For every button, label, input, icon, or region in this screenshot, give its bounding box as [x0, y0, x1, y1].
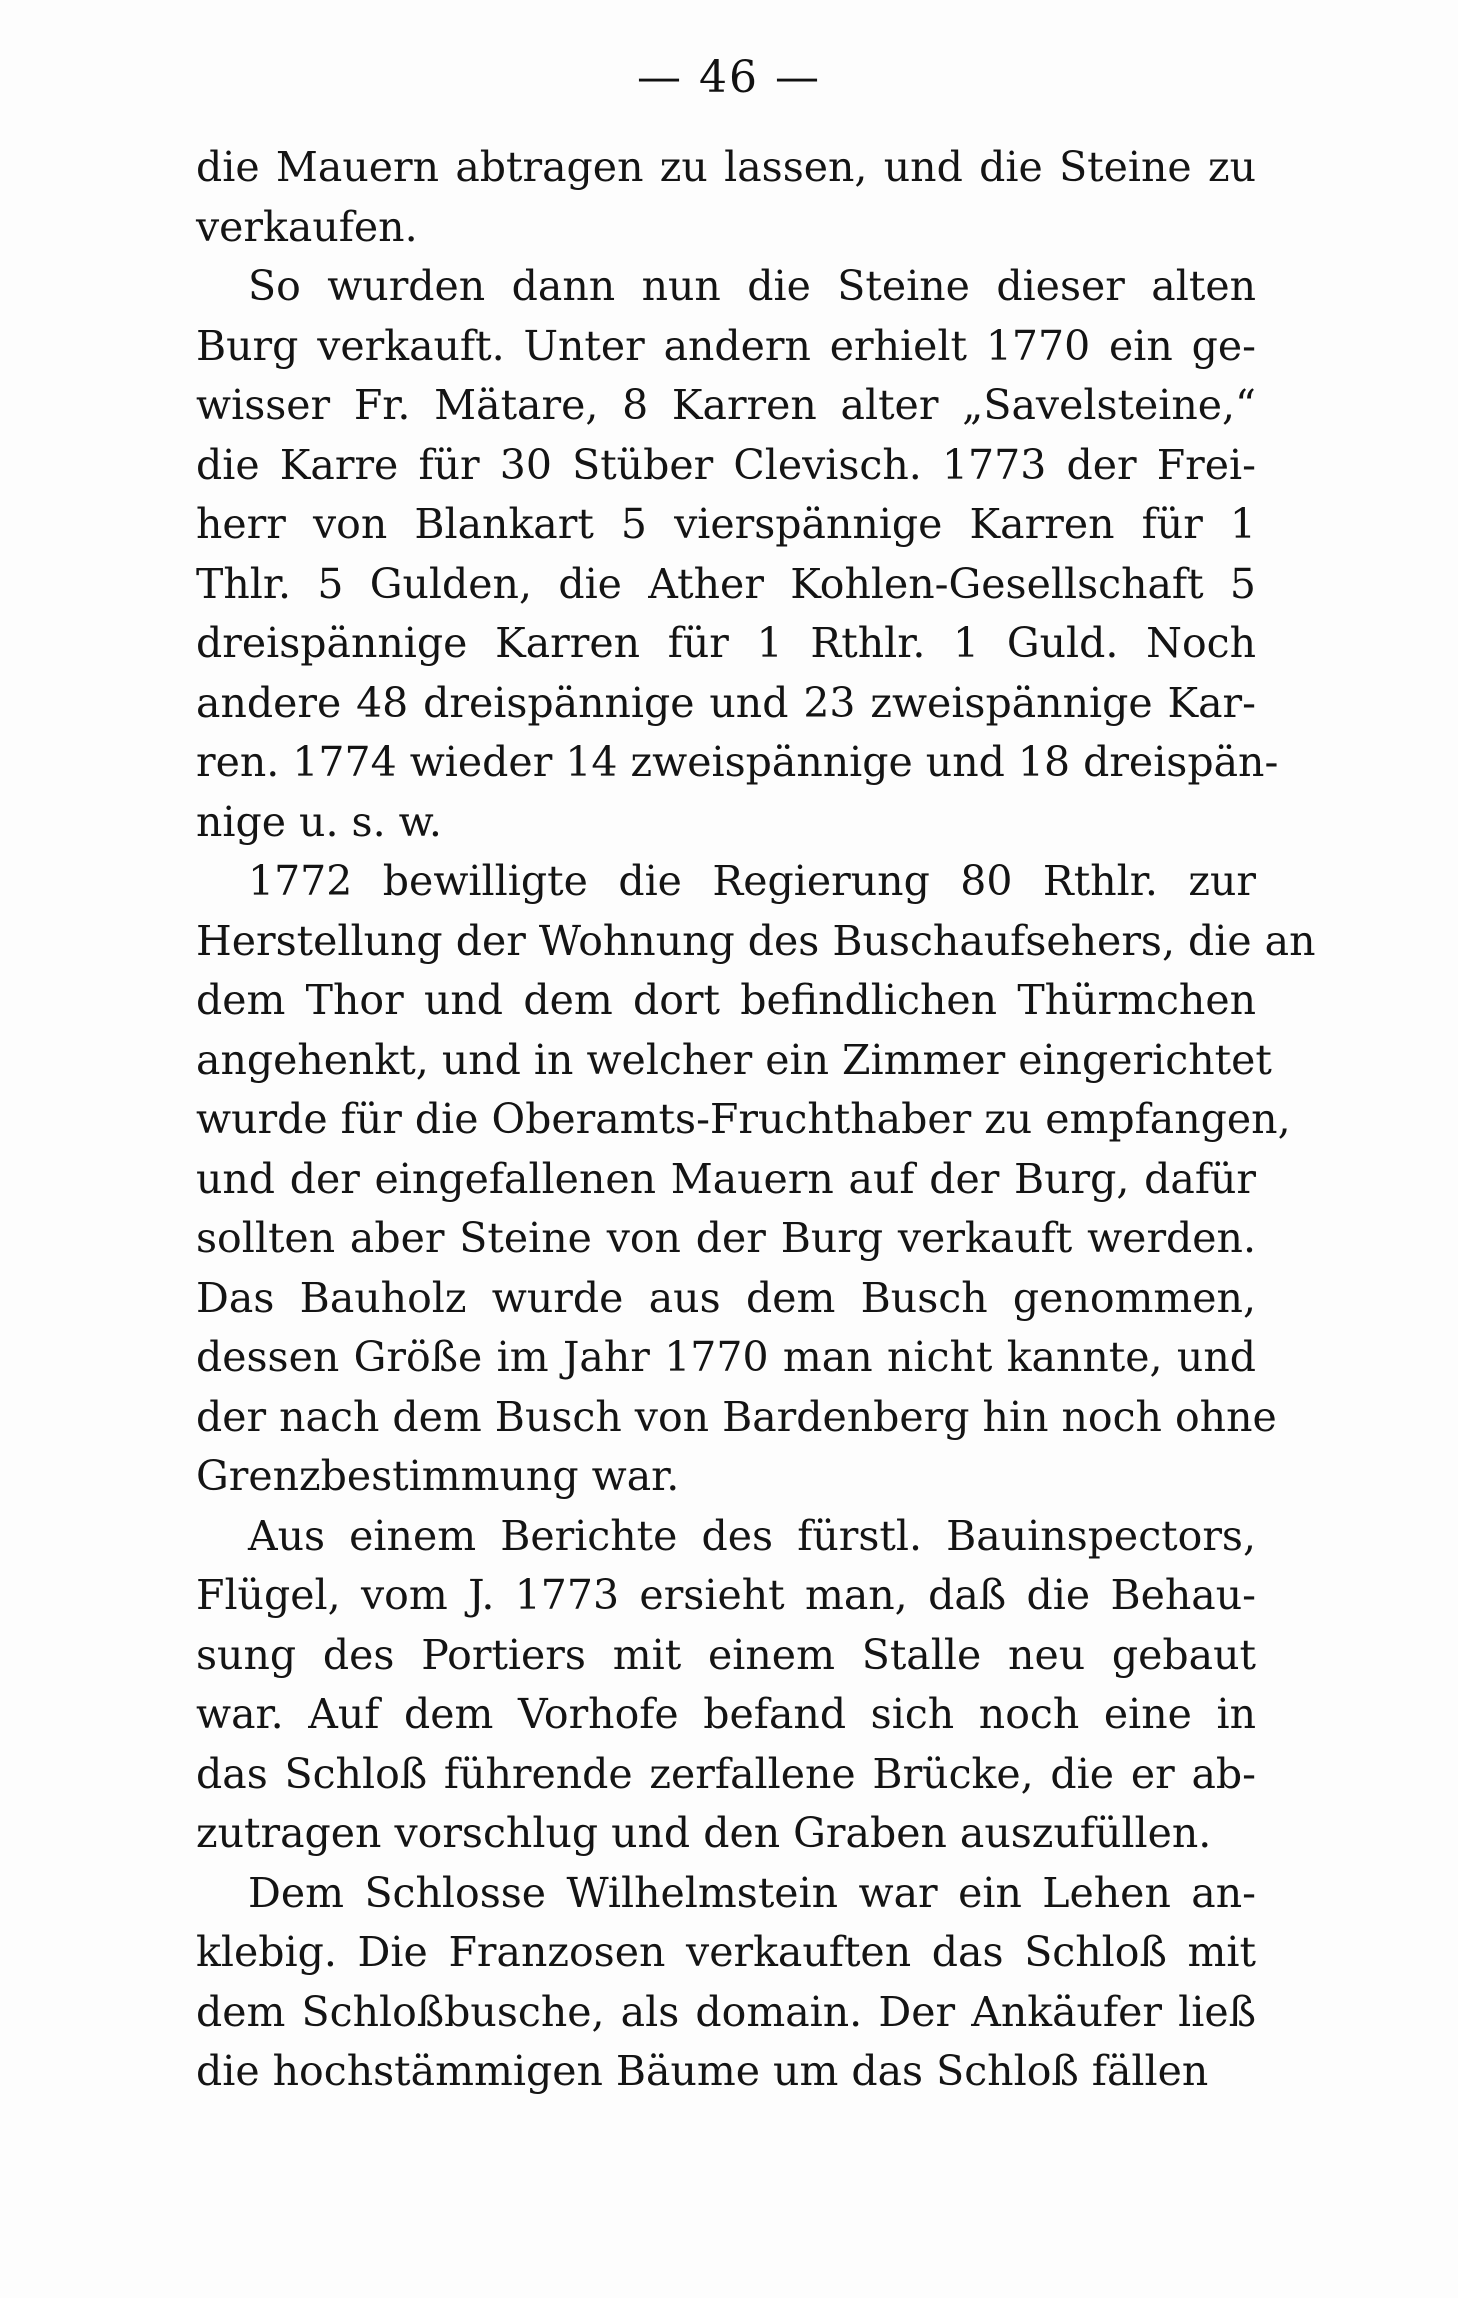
text-line: wisser Fr. Mätare, 8 Karren alter „Savelsteine,“ [196, 381, 1256, 429]
text-line: zutragen vorschlug und den Graben auszufüllen. [196, 1809, 1212, 1857]
text-line: Dem Schlosse Wilhelmstein war ein Lehen an- [248, 1868, 1256, 1917]
text-line: die Karre für 30 Stüber Clevisch. 1773 der Frei- [196, 440, 1256, 489]
text-line: Burg verkauft. Unter andern erhielt 1770 ein ge- [196, 321, 1256, 370]
text-line: So wurden dann nun die Steine dieser alten [248, 262, 1256, 310]
text-line: verkaufen. [196, 202, 418, 251]
text-line: wurde für die Oberamts-Fruchthaber zu empfangen, [196, 1095, 1291, 1143]
text-line: dem Thor und dem dort befindlichen Thürmchen [196, 976, 1256, 1024]
text-line: sung des Portiers mit einem Stalle neu gebaut [196, 1630, 1256, 1679]
text-line: dreispännige Karren für 1 Rthlr. 1 Guld. Noch [196, 619, 1256, 667]
text-line: dessen Größe im Jahr 1770 man nicht kannte, und [196, 1333, 1256, 1381]
text-line: Grenzbestimmung war. [196, 1452, 680, 1500]
text-line: andere 48 dreispännige und 23 zweispännige Kar- [196, 678, 1256, 727]
text-line: Aus einem Berichte des fürstl. Bauinspectors, [248, 1511, 1256, 1560]
text-line: klebig. Die Franzosen verkauften das Schloß mit [196, 1928, 1256, 1976]
text-line: angehenkt, und in welcher ein Zimmer eingerichtet [196, 1035, 1272, 1084]
text-line: Thlr. 5 Gulden, die Ather Kohlen-Gesellschaft 5 [196, 559, 1256, 608]
text-line: die hochstämmigen Bäume um das Schloß fällen [196, 2047, 1209, 2095]
text-line: das Schloß führende zerfallene Brücke, die er ab- [196, 1749, 1256, 1798]
text-line: die Mauern abtragen zu lassen, und die Steine zu [196, 143, 1256, 191]
page-number: — 46 — [637, 52, 821, 103]
text-line: Herstellung der Wohnung des Buschaufsehers, die an [196, 916, 1316, 965]
text-line: und der eingefallenen Mauern auf der Burg, dafür [196, 1154, 1256, 1203]
text-line: nige u. s. w. [196, 797, 442, 846]
text-line: Das Bauholz wurde aus dem Busch genommen, [196, 1273, 1256, 1322]
text-line: war. Auf dem Vorhofe befand sich noch eine in [196, 1690, 1256, 1738]
text-line: sollten aber Steine von der Burg verkauft werden. [196, 1214, 1256, 1262]
text-line: ren. 1774 wieder 14 zweispännige und 18 dreispän- [196, 738, 1279, 786]
text-line: herr von Blankart 5 vierspännige Karren für 1 [196, 500, 1256, 548]
body-text [196, 138, 1316, 2102]
text-line: der nach dem Busch von Bardenberg hin noch ohne [196, 1392, 1277, 1441]
text-line: dem Schloßbusche, als domain. Der Ankäufer ließ [196, 1987, 1256, 2036]
text-line: 1772 bewilligte die Regierung 80 Rthlr. zur [248, 857, 1256, 905]
text-line: Flügel, vom J. 1773 ersieht man, daß die Behau- [196, 1571, 1256, 1619]
